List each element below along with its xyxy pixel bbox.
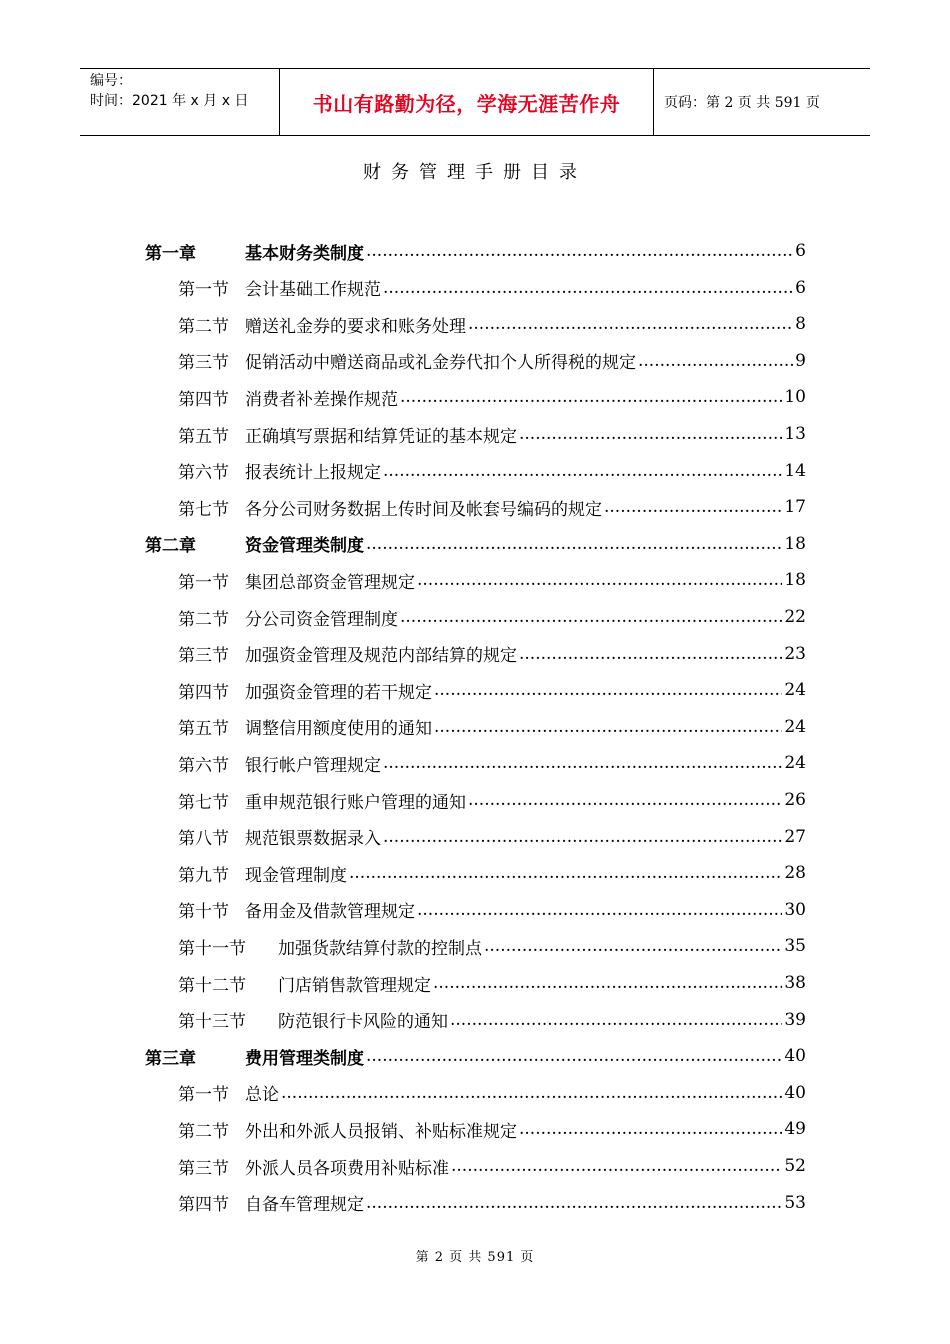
leader-dots [417, 570, 782, 590]
toc-number: 第四节 [178, 682, 229, 703]
leader-dots [434, 680, 782, 700]
toc-section[interactable] [178, 636, 806, 672]
toc-entry-title: 外出和外派人员报销、补贴标准规定 [245, 1121, 517, 1142]
toc-section[interactable] [178, 1148, 806, 1184]
toc-title: 财务管理手册目录 [363, 162, 587, 183]
toc-page-number: 6 [795, 241, 806, 261]
page-header [80, 68, 870, 136]
toc-number: 第八节 [178, 829, 229, 850]
toc-chapter[interactable] [145, 526, 806, 562]
toc-page-number: 24 [784, 753, 806, 774]
toc-page-number: 18 [784, 533, 806, 554]
number-label: 编号： [90, 73, 132, 89]
toc-chapter[interactable] [145, 1038, 806, 1074]
page-footer: 第 2 页 共 591 页 [415, 1250, 535, 1265]
toc-number: 第一节 [178, 280, 229, 301]
leader-dots [468, 314, 793, 334]
toc-number: 第七节 [178, 499, 229, 520]
toc-number: 第九节 [178, 865, 229, 886]
toc-number: 第十一节 [178, 938, 246, 959]
toc-chapter[interactable] [145, 233, 806, 269]
toc-page-number: 23 [784, 643, 806, 664]
toc-page-number: 39 [784, 1009, 806, 1030]
toc-number: 第四节 [178, 389, 229, 410]
toc-section[interactable] [178, 1075, 806, 1111]
toc-page-number: 9 [795, 350, 806, 371]
toc-entry-title: 各分公司财务数据上传时间及帐套号编码的规定 [245, 499, 602, 520]
toc-entry-title: 自备车管理规定 [245, 1195, 364, 1216]
toc-entry-title: 加强资金管理及规范内部结算的规定 [245, 646, 517, 667]
leader-dots [400, 387, 782, 407]
toc-number: 第三章 [145, 1048, 196, 1069]
leader-dots [366, 241, 793, 261]
toc-entry-title: 促销活动中赠送商品或礼金券代扣个人所得税的规定 [245, 353, 636, 374]
toc-entry-title: 规范银票数据录入 [245, 829, 381, 850]
leader-dots [519, 424, 782, 444]
toc-page-number: 28 [784, 863, 806, 884]
leader-dots [434, 717, 782, 737]
header-meta [80, 69, 280, 135]
toc-entry-title: 加强资金管理的若干规定 [245, 682, 432, 703]
toc-number: 第二节 [178, 316, 229, 337]
leader-dots [484, 936, 782, 956]
toc-section[interactable] [178, 489, 806, 525]
toc-entry-title: 防范银行卡风险的通知 [278, 1012, 448, 1033]
toc-entry-title: 会计基础工作规范 [245, 280, 381, 301]
header-page-info: 页码：第 2 页 共 591 页 [664, 95, 820, 111]
toc-entry-title: 调整信用额度使用的通知 [245, 719, 432, 740]
toc-page-number: 26 [784, 790, 806, 810]
toc-section[interactable] [178, 782, 806, 818]
toc-entry-title: 门店销售款管理规定 [278, 975, 431, 996]
toc-number: 第二节 [178, 609, 229, 630]
leader-dots [433, 973, 782, 993]
toc-page-number: 40 [784, 1082, 806, 1103]
leader-dots [366, 1193, 782, 1213]
leader-dots [638, 351, 793, 371]
toc-page-number: 53 [784, 1192, 806, 1213]
leader-dots [383, 461, 782, 481]
toc-number: 第十二节 [178, 975, 246, 996]
toc-page-number: 35 [784, 936, 806, 957]
toc-section[interactable] [178, 306, 806, 342]
toc-page-number: 6 [795, 277, 806, 298]
leader-dots [383, 827, 782, 847]
toc-page-number: 13 [784, 424, 806, 444]
toc-number: 第十三节 [178, 1012, 246, 1033]
toc-page-number: 22 [784, 607, 806, 627]
toc-number: 第四节 [178, 1195, 229, 1216]
toc-entry-title: 正确填写票据和结算凭证的基本规定 [245, 426, 517, 447]
leader-dots [519, 1119, 782, 1139]
toc-page-number: 52 [784, 1156, 806, 1176]
toc-page-number: 8 [795, 314, 806, 335]
toc-page-number: 40 [784, 1046, 806, 1067]
toc-page-number: 24 [784, 716, 806, 737]
leader-dots [451, 1156, 782, 1176]
toc-entry-title: 分公司资金管理制度 [245, 609, 398, 630]
toc-entry-title: 赠送礼金券的要求和账务处理 [245, 316, 466, 337]
toc-page-number: 27 [784, 826, 806, 847]
toc-section[interactable] [178, 672, 806, 708]
toc-section[interactable] [178, 1111, 806, 1147]
toc-entry-title: 备用金及借款管理规定 [245, 902, 415, 923]
toc-section[interactable] [178, 855, 806, 891]
toc-number: 第一节 [178, 572, 229, 593]
toc-number: 第三节 [178, 353, 229, 374]
toc-section[interactable] [178, 343, 806, 379]
toc-entry-title: 总论 [245, 1085, 279, 1106]
toc-number: 第五节 [178, 719, 229, 740]
toc-section[interactable] [178, 1002, 806, 1038]
toc-section[interactable] [178, 599, 806, 635]
toc-section[interactable] [178, 1185, 806, 1221]
toc-page-number: 49 [784, 1119, 806, 1140]
toc-number: 第二节 [178, 1121, 229, 1142]
toc-section[interactable] [178, 453, 806, 489]
toc-number: 第十节 [178, 902, 229, 923]
toc-entry-title: 报表统计上报规定 [245, 463, 381, 484]
leader-dots [349, 863, 782, 883]
toc-number: 第三节 [178, 646, 229, 667]
toc-section[interactable] [178, 965, 806, 1001]
toc-section[interactable] [178, 819, 806, 855]
leader-dots [383, 753, 782, 773]
leader-dots [400, 607, 782, 627]
toc-page-number: 10 [784, 387, 806, 408]
toc-entry-title: 费用管理类制度 [245, 1048, 364, 1069]
leader-dots [366, 1046, 782, 1066]
toc-number: 第七节 [178, 792, 229, 813]
leader-dots [519, 644, 782, 664]
leader-dots [417, 900, 782, 920]
toc-page-number: 18 [784, 570, 806, 591]
toc-entry-title: 消费者补差操作规范 [245, 389, 398, 410]
toc-number: 第六节 [178, 755, 229, 776]
leader-dots [366, 534, 782, 554]
leader-dots [468, 790, 782, 810]
leader-dots [604, 497, 782, 517]
toc-number: 第六节 [178, 463, 229, 484]
toc-entry-title: 外派人员各项费用补贴标准 [245, 1158, 449, 1179]
toc-number: 第五节 [178, 426, 229, 447]
toc-page-number: 30 [784, 899, 806, 920]
toc-section[interactable] [178, 928, 806, 964]
toc-number: 第二章 [145, 536, 196, 557]
leader-dots [281, 1083, 782, 1103]
toc-number: 第一章 [145, 243, 196, 264]
toc-entry-title: 现金管理制度 [245, 865, 347, 886]
header-motto: 书山有路勤为径，学海无涯苦作舟 [280, 69, 654, 135]
toc-entry-title: 集团总部资金管理规定 [245, 572, 415, 593]
toc-number: 第一节 [178, 1085, 229, 1106]
toc-number: 第三节 [178, 1158, 229, 1179]
toc-section[interactable] [178, 709, 806, 745]
toc-section[interactable] [178, 416, 806, 452]
toc-entry-title: 重申规范银行账户管理的通知 [245, 792, 466, 813]
toc-page-number: 24 [784, 680, 806, 701]
date-label: 时间：2021 年 x 月 x 日 [90, 93, 249, 109]
toc-page-number: 17 [784, 497, 806, 518]
toc-entry-title: 银行帐户管理规定 [245, 755, 381, 776]
toc-section[interactable] [178, 892, 806, 928]
toc-entry-title: 加强货款结算付款的控制点 [278, 938, 482, 959]
leader-dots [450, 1010, 782, 1030]
toc-section[interactable] [178, 270, 806, 306]
toc-section[interactable] [178, 562, 806, 598]
toc-entry-title: 资金管理类制度 [245, 536, 364, 557]
toc-entry-title: 基本财务类制度 [245, 243, 364, 264]
toc-section[interactable] [178, 745, 806, 781]
leader-dots [383, 278, 793, 298]
toc-page-number: 14 [784, 460, 806, 481]
toc-page-number: 38 [784, 973, 806, 993]
toc-section[interactable] [178, 379, 806, 415]
